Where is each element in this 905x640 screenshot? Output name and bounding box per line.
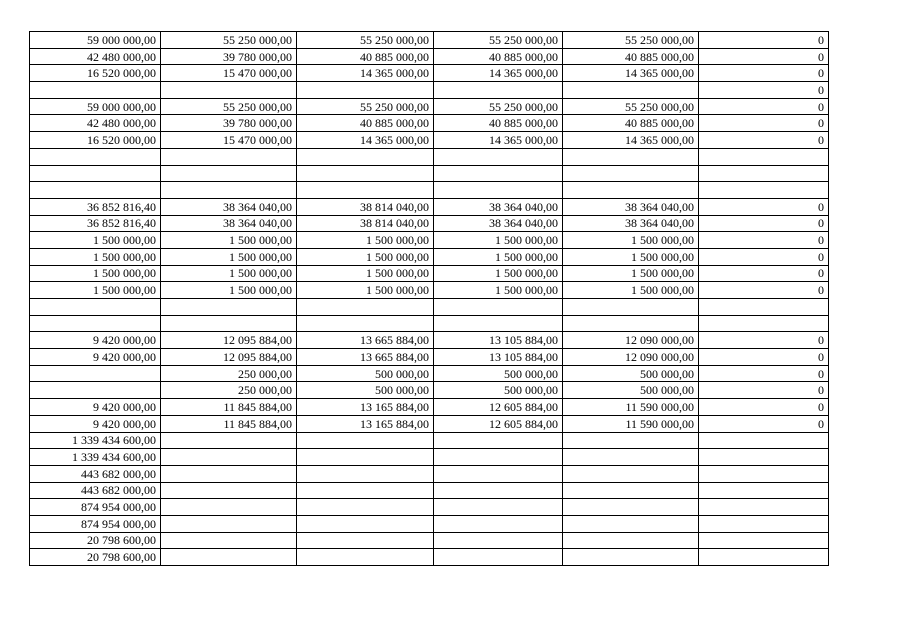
table-cell: 1 500 000,00 [30,282,161,299]
table-row [30,449,829,466]
table-row [30,299,829,316]
table-cell: 12 605 884,00 [434,415,563,432]
table-cell: 40 885 000,00 [434,48,563,65]
table-cell: 13 165 884,00 [297,399,434,416]
table-cell: 11 845 884,00 [161,415,297,432]
table-cell [297,549,434,566]
table-cell: 443 682 000,00 [30,482,161,499]
table-cell: 0 [699,215,829,232]
table-cell: 14 365 000,00 [434,65,563,82]
table-cell: 38 364 040,00 [161,215,297,232]
table-cell: 12 095 884,00 [161,349,297,366]
table-cell [161,165,297,182]
table-cell: 500 000,00 [563,365,699,382]
table-cell: 14 365 000,00 [434,132,563,149]
table-cell: 20 798 600,00 [30,549,161,566]
table-cell: 0 [699,65,829,82]
table-cell [161,315,297,332]
table-cell: 874 954 000,00 [30,499,161,516]
table-cell: 0 [699,115,829,132]
table-cell [161,449,297,466]
table-cell: 12 605 884,00 [434,399,563,416]
table-cell: 0 [699,132,829,149]
table-cell: 12 090 000,00 [563,349,699,366]
table-cell [563,182,699,199]
table-cell: 1 500 000,00 [563,232,699,249]
table-cell [699,549,829,566]
table-row [30,248,829,265]
table-cell: 59 000 000,00 [30,98,161,115]
table-cell [434,148,563,165]
table-cell: 13 165 884,00 [297,415,434,432]
table-cell: 0 [699,399,829,416]
table-row [30,215,829,232]
table-cell: 39 780 000,00 [161,115,297,132]
table-cell: 55 250 000,00 [563,98,699,115]
table-cell [297,465,434,482]
table-cell [30,182,161,199]
table-cell [563,299,699,316]
table-cell [161,532,297,549]
table-cell: 40 885 000,00 [563,48,699,65]
table-cell: 14 365 000,00 [297,132,434,149]
table-row [30,532,829,549]
table-cell: 250 000,00 [161,365,297,382]
table-row [30,232,829,249]
table-cell: 0 [699,32,829,49]
table-cell [434,432,563,449]
table-row [30,399,829,416]
table-cell: 1 500 000,00 [161,232,297,249]
table-cell [161,465,297,482]
table-row [30,98,829,115]
table-cell [563,515,699,532]
table-cell: 39 780 000,00 [161,48,297,65]
table-cell: 40 885 000,00 [563,115,699,132]
table-cell [30,315,161,332]
table-cell [434,82,563,99]
table-cell: 16 520 000,00 [30,65,161,82]
table-cell: 55 250 000,00 [563,32,699,49]
table-row [30,332,829,349]
table-cell: 11 590 000,00 [563,399,699,416]
table-cell [297,82,434,99]
table-cell: 15 470 000,00 [161,65,297,82]
table-row [30,482,829,499]
table-cell [297,182,434,199]
table-cell: 9 420 000,00 [30,415,161,432]
table-cell: 0 [699,365,829,382]
table-cell: 1 500 000,00 [297,248,434,265]
table-cell [434,315,563,332]
table-cell [297,515,434,532]
table-cell: 1 339 434 600,00 [30,449,161,466]
table-cell: 0 [699,48,829,65]
table-cell: 0 [699,232,829,249]
table-cell: 42 480 000,00 [30,48,161,65]
table-cell: 40 885 000,00 [297,48,434,65]
table-cell: 0 [699,198,829,215]
table-cell: 0 [699,82,829,99]
table-cell [30,299,161,316]
table-cell: 14 365 000,00 [563,65,699,82]
table-cell: 1 500 000,00 [161,265,297,282]
table-cell: 13 105 884,00 [434,332,563,349]
table-row [30,182,829,199]
table-cell [161,499,297,516]
table-cell: 55 250 000,00 [161,32,297,49]
table-cell: 14 365 000,00 [297,65,434,82]
table-cell: 38 814 040,00 [297,215,434,232]
table-cell [161,182,297,199]
table-cell [297,532,434,549]
table-cell [699,182,829,199]
table-cell [699,499,829,516]
table-cell: 1 500 000,00 [563,265,699,282]
table-cell: 55 250 000,00 [161,98,297,115]
table-cell: 500 000,00 [297,365,434,382]
table-row [30,82,829,99]
table-cell: 40 885 000,00 [297,115,434,132]
table-cell: 0 [699,248,829,265]
table-cell [297,165,434,182]
data-table [29,31,829,566]
table-cell: 38 364 040,00 [434,215,563,232]
table-cell: 874 954 000,00 [30,515,161,532]
table-cell [563,165,699,182]
table-cell: 1 500 000,00 [161,248,297,265]
table-cell [563,432,699,449]
table-cell [563,499,699,516]
table-cell: 15 470 000,00 [161,132,297,149]
table-row [30,198,829,215]
table-row [30,432,829,449]
table-cell: 55 250 000,00 [434,32,563,49]
table-cell: 1 500 000,00 [161,282,297,299]
table-cell: 55 250 000,00 [297,32,434,49]
table-cell: 11 845 884,00 [161,399,297,416]
table-row [30,65,829,82]
table-cell [699,148,829,165]
table-cell: 0 [699,332,829,349]
table-cell [434,532,563,549]
table-cell: 500 000,00 [563,382,699,399]
table-cell [434,165,563,182]
table-cell [161,299,297,316]
table-row [30,282,829,299]
table-cell: 12 095 884,00 [161,332,297,349]
table-cell: 9 420 000,00 [30,349,161,366]
table-cell [563,549,699,566]
table-cell [30,365,161,382]
table-row [30,165,829,182]
table-cell: 1 500 000,00 [434,265,563,282]
table-row [30,148,829,165]
table-cell [297,148,434,165]
table-cell [161,432,297,449]
table-cell [563,449,699,466]
table-row [30,132,829,149]
table-row [30,515,829,532]
table-cell [699,449,829,466]
table-cell [699,532,829,549]
table-cell: 16 520 000,00 [30,132,161,149]
table-row [30,349,829,366]
table-row [30,48,829,65]
table-cell [434,299,563,316]
table-cell: 13 665 884,00 [297,332,434,349]
table-cell: 0 [699,265,829,282]
table-cell: 55 250 000,00 [297,98,434,115]
table-cell: 1 500 000,00 [30,265,161,282]
table-cell [297,449,434,466]
table-cell: 0 [699,98,829,115]
table-cell: 0 [699,349,829,366]
table-cell: 42 480 000,00 [30,115,161,132]
table-cell: 14 365 000,00 [563,132,699,149]
table-cell [297,499,434,516]
table-cell [699,482,829,499]
table-cell [297,315,434,332]
table-row [30,365,829,382]
table-cell: 12 090 000,00 [563,332,699,349]
table-cell: 1 500 000,00 [434,282,563,299]
table-cell [434,182,563,199]
table-cell: 0 [699,282,829,299]
table-row [30,115,829,132]
table-cell: 20 798 600,00 [30,532,161,549]
table-cell: 1 500 000,00 [297,232,434,249]
table-row [30,382,829,399]
table-cell [699,165,829,182]
table-cell [563,532,699,549]
table-cell: 36 852 816,40 [30,198,161,215]
table-cell: 59 000 000,00 [30,32,161,49]
table-cell [30,148,161,165]
table-cell [699,315,829,332]
table-cell: 55 250 000,00 [434,98,563,115]
table-cell [699,465,829,482]
table-body [30,32,829,566]
table-cell: 250 000,00 [161,382,297,399]
table-cell: 443 682 000,00 [30,465,161,482]
table-cell [699,515,829,532]
table-cell: 1 500 000,00 [434,232,563,249]
table-cell [30,82,161,99]
table-cell [563,315,699,332]
table-row [30,465,829,482]
table-cell: 13 665 884,00 [297,349,434,366]
table-row [30,315,829,332]
table-cell [434,482,563,499]
table-cell [434,465,563,482]
table-cell: 38 814 040,00 [297,198,434,215]
table-cell [434,449,563,466]
table-row [30,499,829,516]
table-cell [563,82,699,99]
table-row [30,549,829,566]
table-cell [563,465,699,482]
table-cell: 1 500 000,00 [563,248,699,265]
table-cell: 0 [699,382,829,399]
table-cell: 9 420 000,00 [30,399,161,416]
table-cell: 1 500 000,00 [30,248,161,265]
table-cell: 1 500 000,00 [563,282,699,299]
table-cell: 1 500 000,00 [297,282,434,299]
table-cell [30,382,161,399]
table-cell: 1 339 434 600,00 [30,432,161,449]
table-cell: 500 000,00 [297,382,434,399]
table-cell [563,148,699,165]
table-cell: 38 364 040,00 [161,198,297,215]
table-cell [699,432,829,449]
table-row [30,415,829,432]
table-cell [297,482,434,499]
table-cell [434,515,563,532]
table-cell [699,299,829,316]
table-cell: 13 105 884,00 [434,349,563,366]
table-cell [30,165,161,182]
table-cell: 38 364 040,00 [563,198,699,215]
table-cell: 38 364 040,00 [563,215,699,232]
table-cell: 11 590 000,00 [563,415,699,432]
table-cell [434,499,563,516]
table-cell [161,515,297,532]
table-cell: 1 500 000,00 [297,265,434,282]
table-cell [434,549,563,566]
table-cell: 500 000,00 [434,382,563,399]
table-cell [161,82,297,99]
table-cell: 40 885 000,00 [434,115,563,132]
table-cell [161,148,297,165]
table-cell: 36 852 816,40 [30,215,161,232]
table-cell: 1 500 000,00 [434,248,563,265]
table-cell: 500 000,00 [434,365,563,382]
table-cell [563,482,699,499]
table-cell: 1 500 000,00 [30,232,161,249]
table-cell [297,432,434,449]
table-row [30,32,829,49]
table-cell [161,482,297,499]
table-cell [297,299,434,316]
table-cell [161,549,297,566]
table-cell: 0 [699,415,829,432]
table-row [30,265,829,282]
table-cell: 38 364 040,00 [434,198,563,215]
table-cell: 9 420 000,00 [30,332,161,349]
